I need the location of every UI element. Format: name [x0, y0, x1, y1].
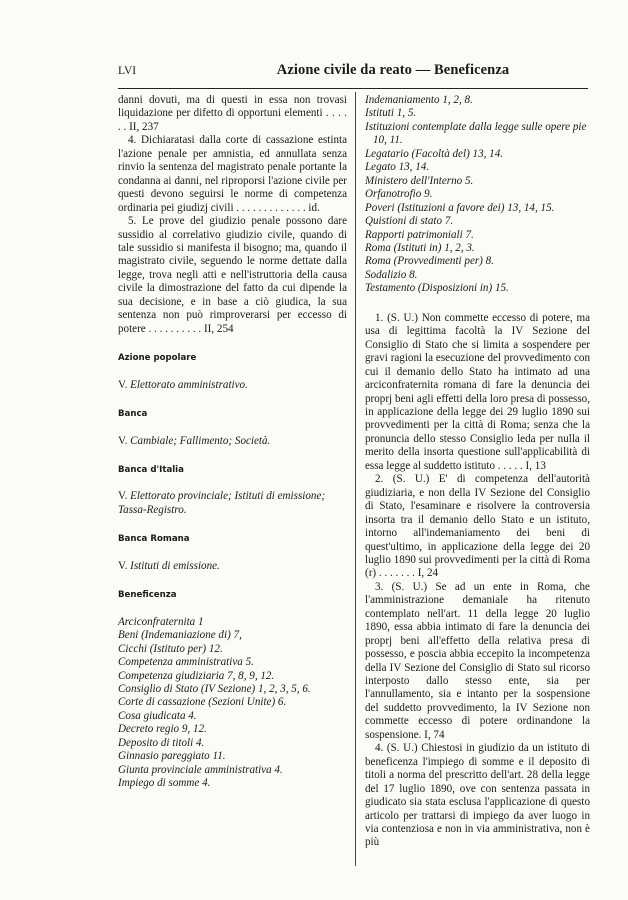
index-entry: Corte di cassazione (Sezioni Unite) 6. — [118, 696, 287, 709]
index-entry: Legato 13, 14. — [365, 161, 430, 174]
decision-3 — [365, 581, 590, 742]
see-prefix: V. — [118, 490, 128, 503]
index-entries-continued — [365, 94, 590, 296]
decision-text: 2. (S. U.) E' di competenza dell'autorità giudiziaria, e non della IV Sezione del Consiglio di Stato, l'esaminare e risolvere la controversia insorta tra il demanio dello Stato e un istituto, intorno all'indemaniamento dei beni di quest'ultimo, in applicazione della legge dei 20 luglio 1890 sui provvedimenti per la città di Roma (r) . . . . . . . — [365, 473, 590, 580]
index-entry: Competenza amministrativa 5. — [118, 656, 254, 669]
continued-paragraph — [118, 94, 347, 134]
index-entry: Roma (Provvedimenti per) 8. — [365, 255, 494, 268]
see-targets: Elettorato amministrativo. — [130, 378, 248, 391]
index-entry: Giunta provinciale amministrativa 4. — [118, 763, 283, 776]
decision-ref: I, 13 — [525, 459, 546, 472]
paragraph-text: 5. Le prove del giudizio penale possono dare sussidio al correlativo giudizio civile, quando di tale sussidio si manifesta il bisogno; ma, quando il magistrato civile, seguendo le norme dettate dalla legge, trova negli atti e nell'istruttoria della causa civile la dimostrazione del fatto da cui dipende la sua decisione, e in base a ciò giudica, la sua sentenza non può rimproverarsi per eccesso di potere . . . . . . . . . . — [118, 215, 347, 335]
index-entry: Cosa giudicata 4. — [118, 709, 197, 722]
paragraph-ref: id. — [308, 201, 320, 214]
see-targets: Cambiale; Fallimento; Società. — [130, 434, 271, 447]
decision-text: 4. (S. U.) Chiestosi in giudizio da un istituto di beneficenza l'impiego di somme e il deposito di titoli a norma del prescritto dell'art. 28 della legge del 17 luglio 1890, ove con sentenza passata in giudicato sia stata esclusa l'applicazione di questo articolo per trattarsi di impiego da aver luogo in via contenziosa e non in via amministrativa, non è più — [365, 742, 590, 849]
see-also — [118, 560, 347, 573]
index-entry: Legatario (Facoltà del) 13, 14. — [365, 147, 504, 160]
index-entry: Competenza giudiziaria 7, 8, 9, 12. — [118, 669, 275, 682]
index-entry: Sodalizio 8. — [365, 268, 418, 281]
see-targets: Istituti di emissione. — [130, 559, 220, 572]
index-entry: Istituti 1, 5. — [365, 107, 417, 120]
decision-1 — [365, 312, 590, 473]
running-head: Azione civile da reato — Beneficenza — [276, 62, 510, 78]
page-header — [118, 62, 588, 84]
paragraph-text: danni dovuti, ma di questi in essa non trovasi liquidazione per difetto di opportuni elementi . . . . . . — [118, 94, 347, 133]
paragraph-ref: II, 254 — [203, 322, 234, 335]
index-entry: Rapporti patrimoniali 7. — [365, 228, 474, 241]
see-prefix: V. — [118, 434, 128, 447]
section-title-beneficenza: Beneficenza — [118, 590, 177, 601]
section-title: Banca d'Italia — [118, 464, 184, 475]
index-entry: Deposito di titoli 4. — [118, 736, 205, 749]
index-entry: Poveri (Istituzioni a favore dei) 13, 14, 15. — [365, 201, 555, 214]
see-also — [118, 435, 347, 448]
paragraph-ref: II, 237 — [129, 120, 159, 133]
index-entry: Indemaniamento 1, 2, 8. — [365, 94, 473, 106]
index-entry: Testamento (Disposizioni in) 15. — [365, 282, 509, 295]
section-title: Azione popolare — [118, 353, 197, 364]
right-column — [365, 94, 590, 850]
see-also — [118, 490, 347, 517]
index-entry: Impiego di somme 4. — [118, 777, 211, 790]
see-targets: Elettorato provinciale; Istituti di emissione; Tassa-Registro. — [118, 490, 326, 516]
index-entry: Consiglio di Stato (IV Sezione) 1, 2, 3, 5, 6. — [118, 682, 311, 695]
section-title: Banca — [118, 409, 148, 420]
paragraph-5 — [118, 215, 347, 336]
decision-ref: I, 74 — [424, 728, 445, 741]
decision-4 — [365, 742, 590, 850]
page-number: LVI — [118, 65, 137, 77]
section-title: Banca Romana — [118, 534, 190, 545]
paragraph-4 — [118, 134, 347, 215]
index-entry: Beni (Indemaniazione di) 7, — [118, 629, 242, 642]
decision-ref: I, 24 — [417, 567, 439, 580]
left-column — [118, 94, 347, 791]
see-prefix: V. — [118, 559, 128, 572]
index-entry: Cicchi (Istituto per) 12. — [118, 642, 223, 655]
index-entry: Quistioni di stato 7. — [365, 215, 454, 228]
header-rule — [118, 88, 588, 89]
index-entry: Ginnasio pareggiato 11. — [118, 750, 226, 763]
see-also — [118, 379, 347, 392]
see-prefix: V. — [118, 378, 128, 391]
index-entries — [118, 616, 347, 791]
index-entry: Decreto regio 9, 12. — [118, 723, 207, 736]
index-entry: Arciconfraternita 1 — [118, 615, 204, 628]
index-entry: Istituzioni contemplate dalla legge sulle opere pie 10, 11. — [365, 120, 587, 147]
decision-text: 1. (S. U.) Non commette eccesso di potere, ma usa di legittima facoltà la IV Sezione del Consiglio di Stato che si limita a sospendere per gravi ragioni la esecuzione del provvedimento con cui il demanio dello Stato ha intimato ad una arciconfraternita romana di fare la denuncia dei proprj beni agli effetti della loro presa di possesso, in applicazione della legge dei 29 luglio 1890 sui provvedimenti per la città di Roma; senza che la pronuncia dello stesso Consiglio leda per nulla il merito della insorta questione sull'applicabilità di essa legge al suddetto istituto . . . . . — [365, 311, 590, 472]
index-entry: Roma (Istituti in) 1, 2, 3. — [365, 241, 475, 254]
paragraph-text: 4. Dichiaratasi dalla corte di cassazione estinta l'azione penale per amnistia, ed annullata senza rinvio la sentenza del magistrato penale portante la condanna ai danni, nel riproporsi l'azione civile per questi devono seguirsi le norme di competenza ordinaria pei giudizj civili . . . . . . . . . . . . . — [118, 134, 347, 214]
decision-text: 3. (S. U.) Se ad un ente in Roma, che l'amministrazione demaniale ha ritenuto contemplato nell'art. 11 della legge 20 luglio 1890, essa abbia intimato di fare la denuncia dei proprj beni all'effetto della relativa presa di possesso, e poscia abbia eccepito la incompetenza della IV Sezione del Consiglio di Stato sul ricorso interposto dallo stesso ente, sia per l'annullamento, sia e intanto per la sospensione del suddetto provvedimento, la IV Sezione non commette eccesso di potere ordinandone la sospensione. — [365, 580, 590, 741]
column-divider — [355, 92, 356, 866]
decision-2 — [365, 473, 590, 581]
index-entry: Orfanotrofio 9. — [365, 188, 433, 201]
index-entry: Ministero dell'Interno 5. — [365, 174, 474, 187]
